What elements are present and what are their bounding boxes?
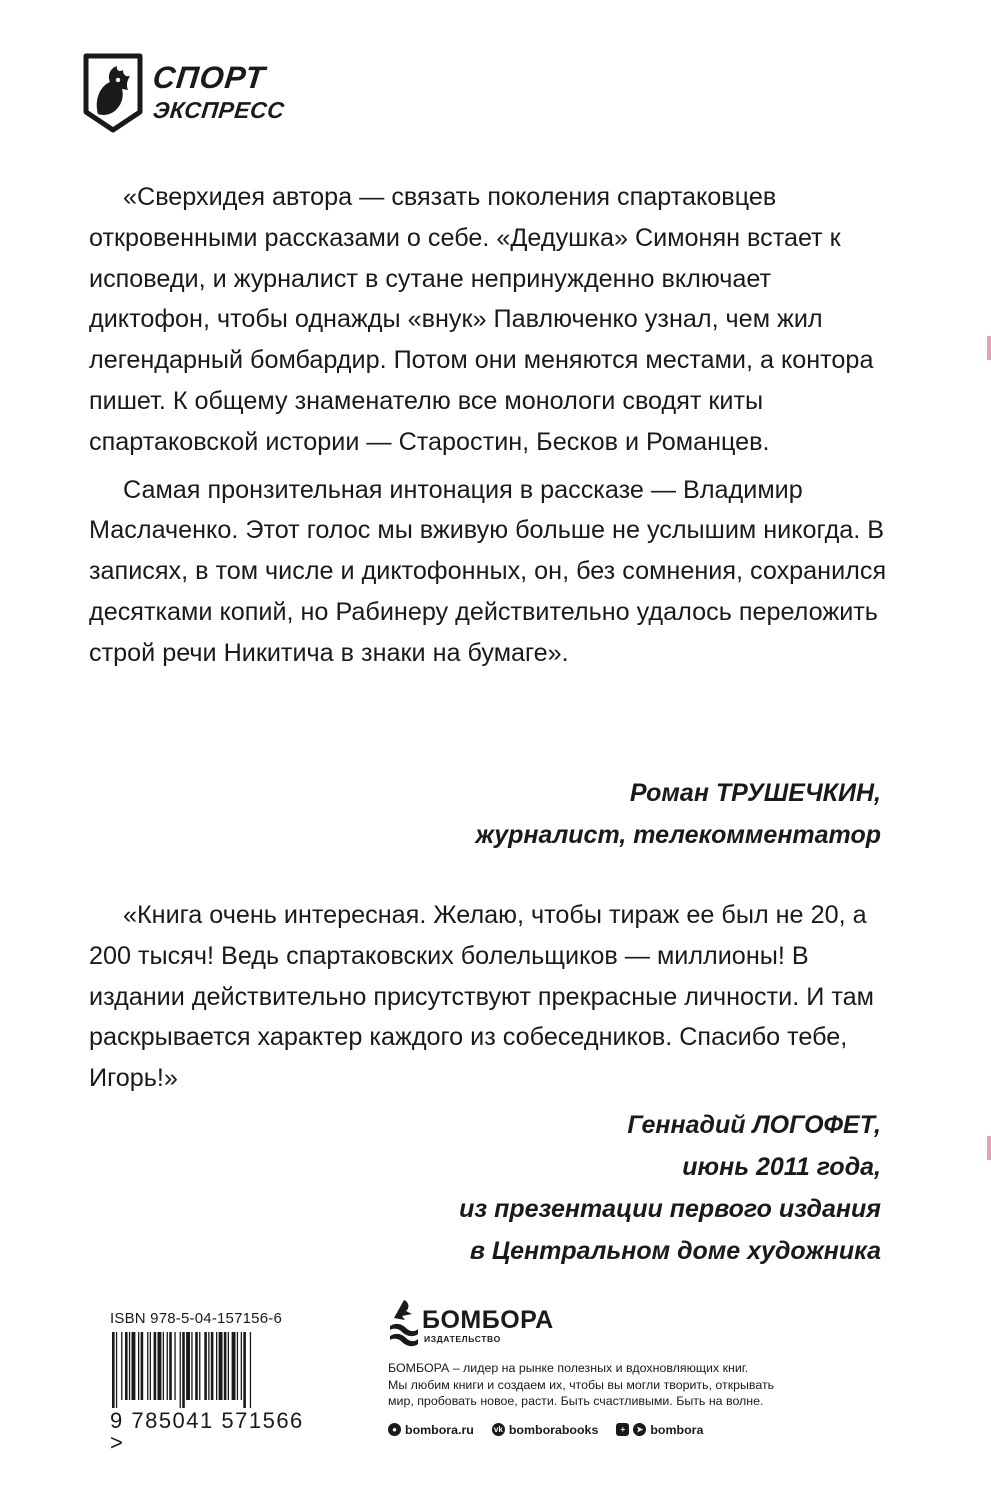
- vk-text: bomborabooks: [508, 1422, 599, 1437]
- barcode-bar: [116, 1332, 117, 1408]
- telegram-icon: ➤: [633, 1423, 646, 1436]
- barcode-bar: [241, 1332, 242, 1400]
- barcode-bar: [211, 1332, 214, 1400]
- barcode-bar: [129, 1332, 130, 1400]
- attribution1-line2: журналист, телекомментатор: [475, 821, 881, 849]
- barcode-bar: [191, 1332, 192, 1400]
- bombora-wave-icon: [388, 1298, 420, 1350]
- publisher-block: [388, 1298, 808, 1437]
- barcode-digits: 9 785041 571566 >: [110, 1408, 304, 1455]
- quote1-paragraph2: Самая пронзительная интонация в рассказе — Владимир Маслаченко. Этот голос мы вживую больше не услышим никогда. В записях, в том числе и диктофонных, он, без сомнения, сохранился десятками копий, но Рабинеру действительно удалось переложить строй речи Никитича в знаки на бумаге».: [89, 475, 887, 667]
- barcode-bar: [121, 1332, 122, 1400]
- plus-icon: +: [616, 1423, 629, 1436]
- globe-icon: ●: [388, 1423, 401, 1436]
- website-link[interactable]: [388, 1423, 474, 1437]
- barcode-bar: [182, 1332, 185, 1408]
- barcode: [110, 1332, 300, 1408]
- quote-trushechkin: [89, 177, 889, 674]
- publisher-slogan: [388, 1360, 808, 1410]
- sport-express-logo: [80, 52, 286, 137]
- barcode-bar: [125, 1332, 128, 1400]
- attribution-logofet: [459, 1104, 881, 1272]
- barcode-bar: [158, 1332, 162, 1400]
- barcode-bar: [180, 1332, 181, 1408]
- slogan-line2: Мы любим книги и создаем их, чтобы вы могли творить, открывать: [388, 1377, 775, 1392]
- barcode-bar: [195, 1332, 198, 1400]
- attribution2-line2: июнь 2011 года,: [682, 1153, 881, 1181]
- quote2-paragraph1: «Книга очень интересная. Желаю, чтобы тираж ее был не 20, а 200 тысяч! Ведь спартаковских болельщиков — миллионы! В издании действительно присутствуют прекрасные личности. И там раскрывается характер каждого из собеседников. Спасибо тебе, Игорь!»: [89, 901, 874, 1093]
- isbn-label: ISBN 978-5-04-157156-6: [110, 1310, 283, 1327]
- telegram-link[interactable]: [616, 1423, 703, 1437]
- website-text: bombora.ru: [405, 1422, 474, 1437]
- barcode-bar: [199, 1332, 200, 1400]
- print-edge-mark-bottom: [987, 1136, 991, 1160]
- attribution2-line4: в Центральном доме художника: [469, 1237, 881, 1265]
- barcode-bar: [216, 1332, 217, 1400]
- rooster-shield-icon: [80, 52, 146, 134]
- barcode-bar: [208, 1332, 209, 1400]
- attribution2-line1: Геннадий ЛОГОФЕТ,: [627, 1111, 881, 1139]
- barcode-bar: [167, 1332, 168, 1400]
- bombora-logo: [388, 1298, 808, 1358]
- telegram-text: bombora: [650, 1422, 704, 1437]
- barcode-bar: [250, 1332, 251, 1408]
- barcode-bar: [228, 1332, 229, 1400]
- barcode-bar: [224, 1332, 227, 1400]
- print-edge-mark-top: [987, 336, 991, 360]
- barcode-bar: [204, 1332, 207, 1400]
- barcode-bar: [232, 1332, 236, 1400]
- barcode-bar: [219, 1332, 223, 1400]
- isbn-block: [110, 1310, 310, 1454]
- publisher-links: [388, 1423, 808, 1437]
- barcode-bar: [163, 1332, 164, 1400]
- quote-logofet: [89, 895, 889, 1099]
- barcode-bar: [154, 1332, 157, 1400]
- slogan-line1: БОМБОРА – лидер на рынке полезных и вдохновляющих книг.: [388, 1361, 749, 1375]
- vk-link[interactable]: [492, 1423, 599, 1437]
- quote1-paragraph1: «Сверхидея автора — связать поколения спартаковцев откровенными рассказами о себе. «Дедушка» Симонян встает к исповеди, и журналист в сутане непринужденно включает диктофон, чтобы однажды «внук» Павлюченко узнал, чем жил легендарный бомбардир. Потом они меняются местами, а контора пишет. К общему знаменателю все монологи сводят киты спартаковской истории — Старостин, Бесков и Романцев.: [89, 183, 874, 456]
- barcode-bar: [138, 1332, 139, 1400]
- attribution2-line3: из презентации первого издания: [459, 1195, 881, 1223]
- barcode-bar: [243, 1332, 246, 1408]
- attribution-trushechkin: [476, 772, 881, 856]
- publisher-subtitle: ИЗДАТЕЛЬСТВО: [424, 1334, 501, 1344]
- attribution1-line1: Роман ТРУШЕЧКИН,: [629, 779, 881, 807]
- barcode-bar: [237, 1332, 238, 1400]
- vk-icon: vk: [492, 1423, 505, 1436]
- barcode-bar: [150, 1332, 151, 1400]
- barcode-bar: [132, 1332, 136, 1400]
- barcode-bar: [141, 1332, 144, 1400]
- barcode-bar: [186, 1332, 190, 1400]
- logo-line1: СПОРТ: [151, 60, 268, 95]
- barcode-bar: [112, 1332, 115, 1408]
- barcode-bar: [169, 1332, 172, 1400]
- logo-line2: ЭКСПРЕСС: [151, 97, 286, 123]
- barcode-bar: [147, 1332, 148, 1400]
- slogan-line3: мир, пробовать новое, расти. Быть счастливыми. Быть на волне.: [388, 1394, 764, 1408]
- publisher-name: БОМБОРА: [422, 1306, 554, 1334]
- barcode-bar: [174, 1332, 175, 1400]
